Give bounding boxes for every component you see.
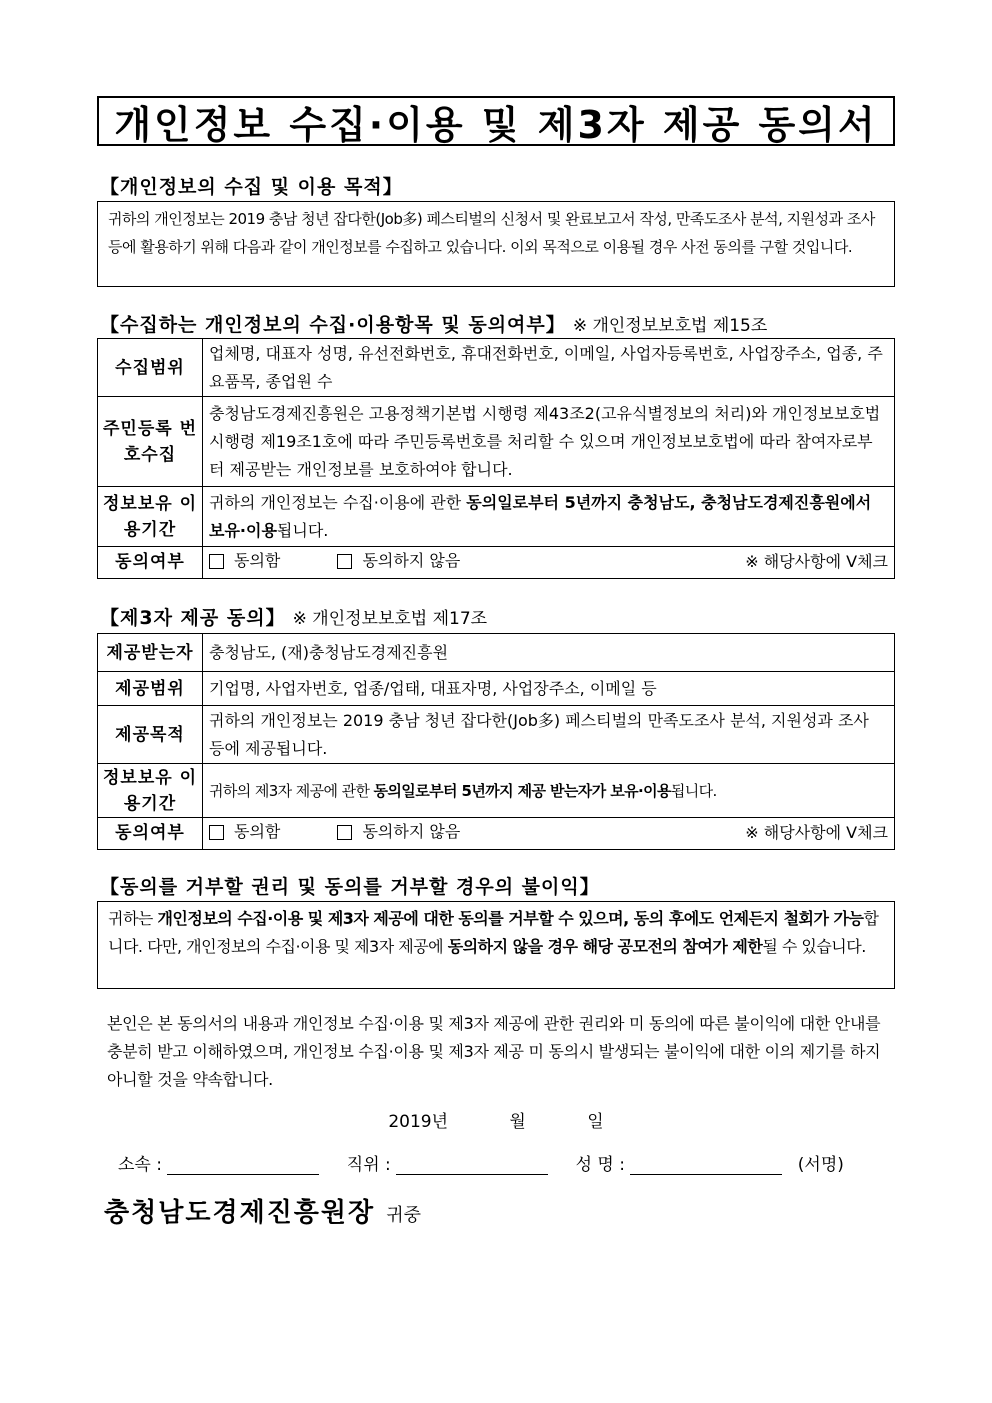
checkbox-square-icon[interactable] (209, 554, 224, 569)
recipient-suffix: 귀중 (386, 1205, 422, 1226)
collection-table (97, 338, 895, 579)
agree-checkbox[interactable]: 동의함 (209, 818, 280, 846)
third-party-table (97, 633, 895, 850)
table-row (98, 397, 895, 487)
sign-label: (서명) (797, 1155, 844, 1175)
row-value: 귀하의 제3자 제공에 관한 동의일로부터 5년까지 제공 받는자가 보유·이용됩니다. (203, 764, 895, 818)
row-label: 동의여부 (98, 818, 203, 850)
checkbox-square-icon[interactable] (337, 554, 352, 569)
row-label: 제공목적 (98, 706, 203, 764)
row-label: 주민등록 번호수집 (98, 397, 203, 487)
row-value: 충청남도경제진흥원은 고용정책기본법 시행령 제43조2(고유식별정보의 처리)와 개인정보보호법시행령 제19조1호에 따라 주민등록번호를 처리할 수 있으며 개인정보보호법에 따라 참여자로부터 제공받는 개인정보를 보호하여야 합니다. (203, 397, 895, 487)
table-row (98, 672, 895, 706)
check-note: ※ 해당사항에 V체크 (745, 552, 888, 572)
row-label: 동의여부 (98, 547, 203, 579)
consent-options (203, 818, 895, 850)
section-purpose-heading: 【개인정보의 수집 및 이용 목적】 (100, 176, 403, 198)
row-value: 충청남도, (재)충청남도경제진흥원 (203, 634, 895, 672)
declaration-text: 본인은 본 동의서의 내용과 개인정보 수집·이용 및 제3자 제공에 관한 권리와 미 동의에 따른 불이익에 대한 안내를 충분히 받고 이해하였으며, 개인정보 수집·이용 및 제3자 제공 미 동의시 발생되는 불이익에 대한 이의 제기를 하지 아니할 것을 약속합니다. (107, 1014, 881, 1089)
table-row (98, 634, 895, 672)
section-collection-heading: 【수집하는 개인정보의 수집·이용항목 및 동의여부】 ※ 개인정보보호법 제15조 (100, 314, 768, 336)
document-title: 개인정보 수집·이용 및 제3자 제공 동의서 (97, 96, 895, 146)
checkbox-square-icon[interactable] (337, 825, 352, 840)
check-note: ※ 해당사항에 V체크 (745, 823, 888, 843)
position-label: 직위 : (346, 1155, 391, 1175)
recipient (104, 1192, 421, 1229)
law-note-15: ※ 개인정보보호법 제15조 (572, 316, 768, 336)
table-row (98, 339, 895, 397)
table-row (98, 547, 895, 579)
position-field[interactable] (396, 1154, 548, 1175)
row-label: 제공범위 (98, 672, 203, 706)
disagree-checkbox[interactable]: 동의하지 않음 (337, 818, 460, 846)
row-value: 귀하의 개인정보는 2019 충남 청년 잡다한(Job多) 페스티벌의 만족도조사 분석, 지원성과 조사 등에 제공됩니다. (203, 706, 895, 764)
section-refusal-heading: 【동의를 거부할 권리 및 동의를 거부할 경우의 불이익】 (100, 876, 600, 898)
row-value: 귀하의 개인정보는 수집·이용에 관한 동의일로부터 5년까지 충청남도, 충청남도경제진흥원에서 보유·이용됩니다. (203, 487, 895, 547)
table-row (98, 764, 895, 818)
table-row (98, 818, 895, 850)
row-value: 업체명, 대표자 성명, 유선전화번호, 휴대전화번호, 이메일, 사업자등록번호, 사업장주소, 업종, 주요품목, 종업원 수 (203, 339, 895, 397)
signature-line (118, 1150, 844, 1175)
row-label: 제공받는자 (98, 634, 203, 672)
disagree-checkbox[interactable]: 동의하지 않음 (337, 547, 460, 575)
refusal-text: 귀하는 개인정보의 수집·이용 및 제3자 제공에 대한 동의를 거부할 수 있으며, 동의 후에도 언제든지 철회가 가능합니다. 다만, 개인정보의 수집·이용 및 제3자 제공에 동의하지 않을 경우 해당 공모전의 참여가 제한될 수 있습니다. (97, 901, 895, 989)
purpose-text: 귀하의 개인정보는 2019 충남 청년 잡다한(Job多) 페스티벌의 신청서 및 완료보고서 작성, 만족도조사 분석, 지원성과 조사 등에 활용하기 위해 다음과 같이 개인정보를 수집하고 있습니다. 이외 목적으로 이용될 경우 사전 동의를 구할 것입니다. (97, 201, 895, 287)
name-label: 성 명 : (575, 1155, 625, 1175)
recipient-org: 충청남도경제진흥원장 (104, 1198, 376, 1228)
row-label: 정보보유 이용기간 (98, 764, 203, 818)
date-year: 2019년 (388, 1112, 448, 1132)
date-line (0, 1107, 992, 1132)
name-field[interactable] (630, 1154, 782, 1175)
affiliation-field[interactable] (167, 1154, 319, 1175)
consent-options (203, 547, 895, 579)
row-label: 정보보유 이용기간 (98, 487, 203, 547)
law-note-17: ※ 개인정보보호법 제17조 (292, 609, 488, 629)
row-label: 수집범위 (98, 339, 203, 397)
table-row (98, 706, 895, 764)
checkbox-square-icon[interactable] (209, 825, 224, 840)
date-day: 일 (587, 1112, 604, 1132)
section-third-party-heading: 【제3자 제공 동의】 ※ 개인정보보호법 제17조 (100, 607, 488, 629)
affiliation-label: 소속 : (118, 1155, 162, 1175)
agree-checkbox[interactable]: 동의함 (209, 547, 280, 575)
row-value: 기업명, 사업자번호, 업종/업태, 대표자명, 사업장주소, 이메일 등 (203, 672, 895, 706)
date-month: 월 (509, 1112, 526, 1132)
table-row (98, 487, 895, 547)
